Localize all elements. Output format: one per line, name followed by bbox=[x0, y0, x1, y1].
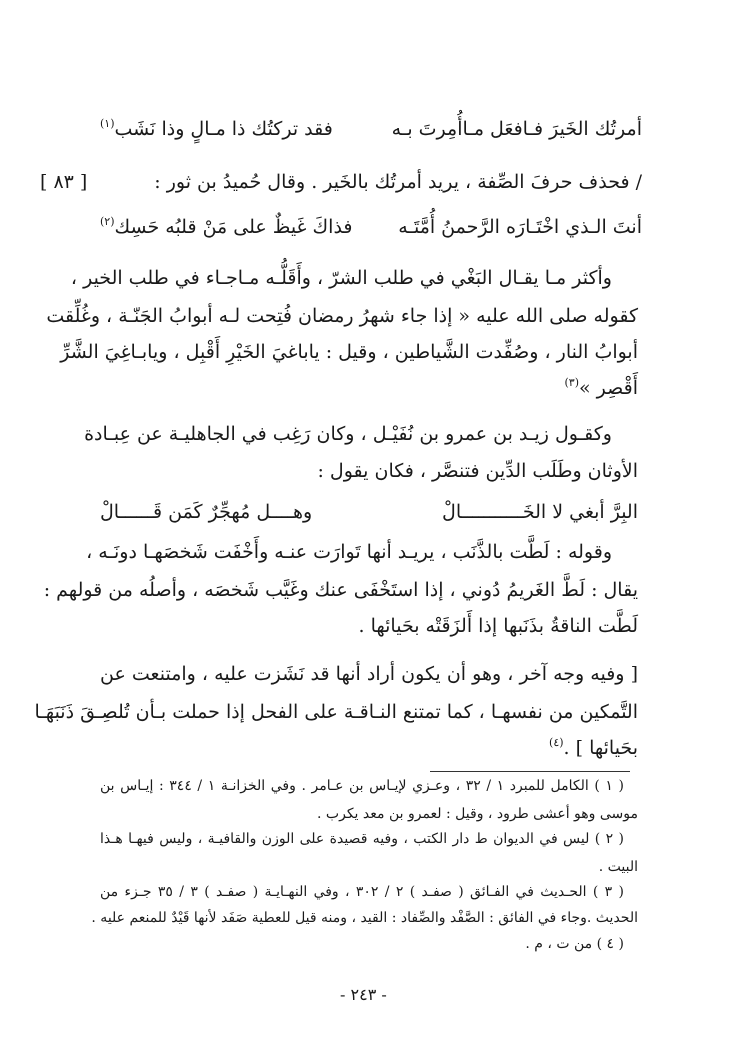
footnote-2-line-1: ( ٢ ) ليس في الديوان ط دار الكتب ، وفيه قصيدة على الوزن والقافيـة ، وليس فيهـا هـذا bbox=[100, 831, 624, 847]
page-number: - ٢٤٣ - bbox=[340, 985, 387, 1004]
footnote-3-line-2: الحديث .وجاء في الفائق : الصَّفْد والصِّفاد : القيد ، ومنه قيل للعطية صَفَد لأنها قَيْدٌ للمنعم عليه . bbox=[91, 910, 638, 926]
para5-last-line: بحَيائها ] .$^{(٤)}$ bbox=[549, 736, 638, 759]
para5-line-1: [ وفيه وجه آخر ، وهو أن يكون أراد أنها قد نَشَزت عليه ، وامتنعت عن bbox=[100, 663, 638, 685]
para1-line: / فحذف حرفَ الصِّفة ، يريد أمرتُك بالخَير . وقال حُميدُ بن ثور : bbox=[154, 171, 642, 193]
para3-line-1: وكقـول زيـد بن عمرو بن نُفَيْـل ، وكان رَغِب في الجاهليـة عن عِبـادة bbox=[84, 423, 612, 445]
page-marker: [ ٨٣ ] bbox=[40, 171, 88, 193]
verse1-first-hemistich: أمرتُك الخَيرَ فـافعَل مـاأُمِرتَ بـه bbox=[391, 118, 642, 140]
footnote-3-line-1: ( ٣ ) الحـديث في الفـائق ( صفـد ) ٢ / ٣٠٢ ، وفي النهـايـة ( صفـد ) ٣ / ٣٥ جـزء من bbox=[100, 884, 624, 900]
footnote-ref-1: (١) bbox=[100, 117, 115, 130]
para2-line-1: وأكثر مـا يقـال البَغْي في طلب الشرّ ، وأَقَلُّـه مـاجـاء في طلب الخير ، bbox=[70, 267, 612, 289]
para3-line-2: الأوثان وطَلَب الدِّين فتنصَّر ، فكان يقول : bbox=[317, 460, 638, 482]
para4-line-2: يقال : لَطَّ الغَريمُ دُوني ، إذا استَخْفَى عنك وغَيَّب شَخصَه ، وأصلُه من قولهم : bbox=[43, 579, 638, 601]
footnote-2-line-2: البيت . bbox=[598, 859, 638, 875]
para2-line-2: كقوله صلى الله عليه « إذا جاء شهرُ رمضان فُتِحت لـه أبوابُ الجَنّـة ، وغُلِّقت bbox=[46, 305, 638, 327]
footnote-1-line-2: موسى وهو أعشى طرود ، وقيل : لعمرو بن معد يكرب . bbox=[317, 806, 638, 822]
verse1-second-hemistich: فقد تركتُك ذا مـالٍ وذا نَشَب$^{(١)}$ bbox=[100, 117, 333, 140]
footnote-ref-2: (٢) bbox=[100, 215, 115, 228]
verse2-second-hemistich: فذاكَ غَيظٌ على مَنْ قلبُه حَسِك$^{(٢)}$ bbox=[100, 215, 353, 238]
footnote-1-line-1: ( ١ ) الكامل للمبرد ١ / ٣٢ ، وعـزي لإيـاس بن عـامر . وفي الخزانـة ١ / ٣٤٤ : إيـاس بن bbox=[100, 778, 624, 794]
verse2-first-hemistich: أنتَ الـذي اخْتَـارَه الرَّحمنُ أُمَّتَـه bbox=[398, 216, 642, 238]
para5-line-2: التَّمكين من نفسهـا ، كما تمتنع النـاقـة على الفحل إذا حملت بـأن تُلصِـقَ ذَنَبَهَـا bbox=[34, 701, 638, 723]
verse3-second-hemistich: وهــــل مُهجِّرٌ كَمَن قَــــــالْ bbox=[100, 501, 313, 523]
para4-line-3: لَطَّت الناقةُ بذَنَبها إذا أَلزَقَتْه بحَيائها . bbox=[358, 615, 638, 637]
footnote-ref-4: (٤) bbox=[549, 736, 564, 749]
para2-line-3: أبوابُ النار ، وصُفِّدت الشَّياطين ، وقيل : ياباغيَ الخَيْرِ أَقْبِل ، ويابـاغِيَ الشَّرِّ bbox=[60, 341, 638, 363]
footnote-separator bbox=[430, 771, 630, 772]
para2-last-line: أَقْصِر »$^{(٣)}$ bbox=[564, 376, 638, 399]
footnote-4-line-1: ( ٤ ) من ت ، م . bbox=[525, 936, 624, 952]
verse3-first-hemistich: البِرَّ أبغي لا الخَـــــــــــالْ bbox=[442, 501, 638, 523]
para4-line-1: وقوله : لَطَّت بالذَّنَب ، يريـد أنها تَوارَت عنـه وأَخْفَت شَخصَهـا دونَـه ، bbox=[86, 541, 612, 563]
footnote-ref-3: (٣) bbox=[564, 376, 579, 389]
